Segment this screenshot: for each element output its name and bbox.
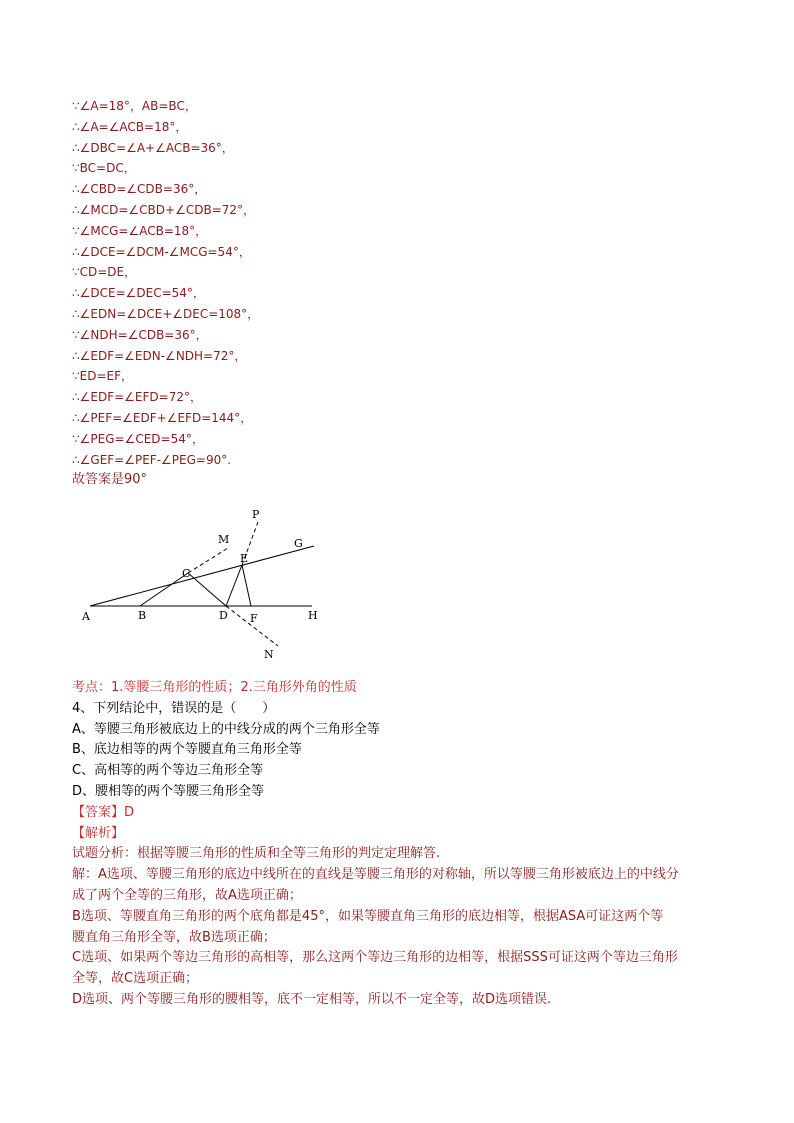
proof-line: ∵∠PEG=∠CED=54°， <box>72 431 204 446</box>
label-D: D <box>219 609 228 622</box>
proof-line: ∵∠MCG=∠ACB=18°， <box>72 223 208 238</box>
label-E: E <box>240 552 249 565</box>
proof-steps <box>72 96 722 491</box>
solution-line: 解：A选项、等腰三角形的底边中线所在的直线是等腰三角形的对称轴，所以等腰三角形被底边上的中线分 <box>72 867 679 883</box>
proof-line: ∴∠DBC=∠A+∠ACB=36°， <box>72 140 234 155</box>
proof-line: ∴∠A=∠ACB=18°， <box>72 119 188 134</box>
solution-line: C选项、如果两个等边三角形的高相等，那么这两个等边三角形的边相等，根据SSS可证这两个等边三角形 <box>72 950 678 966</box>
proof-line: ∵∠A=18°，AB=BC， <box>72 99 197 113</box>
label-M: M <box>218 533 230 546</box>
proof-line: ∴∠CBD=∠CDB=36°， <box>72 182 207 197</box>
proof-line: ∴∠EDF=∠EFD=72°， <box>72 390 202 405</box>
solution-line: B选项、等腰直角三角形的两个底角都是45°，如果等腰直角三角形的底边相等，根据ASA可证这两个等 <box>72 908 664 924</box>
label-F: F <box>250 612 258 625</box>
proof-line: ∴∠DCE=∠DCM-∠MCG=54°， <box>72 244 251 259</box>
geometry-figure <box>72 500 332 670</box>
segment-DE <box>226 565 242 606</box>
option-b: B、底边相等的两个等腰直角三角形全等 <box>72 742 302 758</box>
proof-line: ∴∠GEF=∠PEF-∠PEG=90°. <box>72 452 232 467</box>
question-section <box>72 678 732 1011</box>
label-H: H <box>308 609 318 622</box>
option-c: C、高相等的两个等边三角形全等 <box>72 763 264 779</box>
analysis-title: 【解析】 <box>72 825 125 841</box>
answer: 【答案】D <box>72 804 135 820</box>
proof-line: ∵ED=EF， <box>72 369 133 384</box>
solution-line: D选项、两个等腰三角形的腰相等，底不一定相等，所以不一定全等，故D选项错误. <box>72 991 552 1007</box>
option-d: D、腰相等的两个等腰三角形全等 <box>72 783 265 799</box>
segment-CD <box>188 573 226 606</box>
proof-line: ∴∠MCD=∠CBD+∠CDB=72°， <box>72 202 256 217</box>
dashed-CM <box>188 548 228 573</box>
analysis-intro: 试题分析：根据等腰三角形的性质和全等三角形的判定定理解答. <box>72 846 441 862</box>
option-a: A、等腰三角形被底边上的中线分成的两个三角形全等 <box>72 721 380 737</box>
label-C: C <box>182 567 191 580</box>
proof-line: ∵∠NDH=∠CDB=36°， <box>72 327 208 342</box>
proof-line: ∴∠DCE=∠DEC=54°， <box>72 286 205 301</box>
proof-line: ∴∠EDF=∠EDN-∠NDH=72°， <box>72 348 247 363</box>
question-stem: 4、下列结论中，错误的是（ ） <box>72 700 276 716</box>
segment-EF <box>242 565 251 606</box>
label-A: A <box>82 610 90 623</box>
kaodian: 考点：1.等腰三角形的性质；2.三角形外角的性质 <box>72 680 357 695</box>
label-G: G <box>294 537 303 550</box>
proof-line: ∴∠PEF=∠EDF+∠EFD=144°， <box>72 410 253 425</box>
proof-line: ∵CD=DE， <box>72 265 137 280</box>
proof-line: ∵BC=DC， <box>72 161 136 176</box>
label-B: B <box>138 609 147 622</box>
final-answer: 故答案是90° <box>72 472 148 488</box>
solution-line: 腰直角三角形全等，故B选项正确； <box>72 929 276 945</box>
solution-line: 成了两个全等的三角形，故A选项正确； <box>72 887 302 903</box>
solution-line: 全等，故C选项正确； <box>72 971 199 987</box>
segment-BC <box>140 573 188 606</box>
line-AG <box>90 546 314 606</box>
proof-line: ∴∠EDN=∠DCE+∠DEC=108°， <box>72 306 260 321</box>
label-P: P <box>252 508 260 521</box>
label-N: N <box>264 648 274 661</box>
